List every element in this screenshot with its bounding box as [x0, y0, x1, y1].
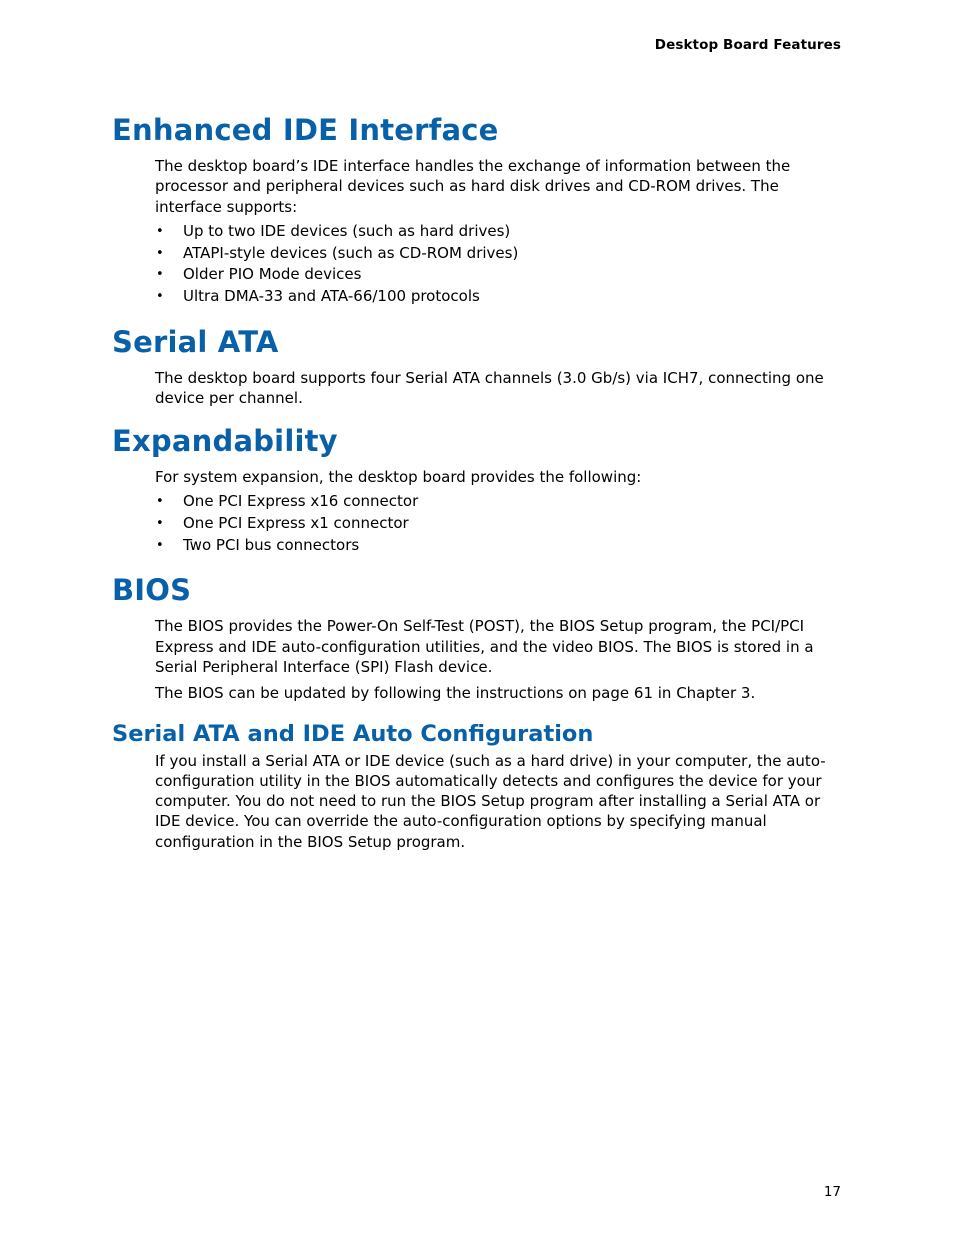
bullet-icon: • [156, 267, 164, 283]
ide-intro: The desktop board’s IDE interface handles the exchange of information between the processor and peripheral devices such as hard disk drives and CD-ROM drives. The interface supports: [155, 157, 791, 216]
expandability-list [112, 491, 842, 556]
subsection-title-auto-config: Serial ATA and IDE Auto Configuration [112, 720, 594, 747]
section-title-ide: Enhanced IDE Interface [112, 113, 499, 147]
ide-feature-list [112, 221, 842, 308]
bullet-icon: • [156, 493, 164, 509]
bullet-icon: • [156, 223, 164, 239]
list-item: • ATAPI-style devices (such as CD-ROM drives) [155, 243, 842, 265]
list-item: • One PCI Express x16 connector [155, 491, 842, 513]
list-item: • Two PCI bus connectors [155, 535, 842, 557]
auto-config-body: If you install a Serial ATA or IDE device (such as a hard drive) in your computer, the auto-configuration utility in the BIOS automatically detects and configures the device for your computer. You do not need to run the BIOS Setup program after installing a Serial ATA or IDE device. You can override the auto-configuration options by specifying manual configuration in the BIOS Setup program. [155, 751, 826, 851]
list-item: • Up to two IDE devices (such as hard drives) [155, 221, 842, 243]
list-item: • Older PIO Mode devices [155, 264, 842, 286]
list-item: • One PCI Express x1 connector [155, 513, 842, 535]
section-title-bios: BIOS [112, 573, 192, 608]
section-title-sata: Serial ATA [112, 325, 279, 360]
bullet-icon: • [156, 289, 164, 305]
bullet-icon: • [156, 515, 164, 531]
bullet-icon: • [156, 537, 164, 553]
page-content [112, 110, 842, 852]
bullet-icon: • [156, 245, 164, 261]
running-header: Desktop Board Features [654, 37, 841, 53]
bios-body-2: The BIOS can be updated by following the instructions on page 61 in Chapter 3. [155, 684, 756, 703]
bios-body-1: The BIOS provides the Power-On Self-Test (POST), the BIOS Setup program, the PCI/PCI Express and IDE auto-configuration utilities, and the video BIOS. The BIOS is stored in a Serial Peripheral Interface (SPI) Flash device. [155, 617, 814, 676]
section-title-expandability: Expandability [112, 423, 338, 458]
sata-body: The desktop board supports four Serial ATA channels (3.0 Gb/s) via ICH7, connecting one device per channel. [155, 369, 824, 408]
page-number: 17 [823, 1184, 841, 1200]
list-item: • Ultra DMA-33 and ATA-66/100 protocols [155, 286, 842, 308]
expandability-intro: For system expansion, the desktop board provides the following: [155, 467, 642, 486]
